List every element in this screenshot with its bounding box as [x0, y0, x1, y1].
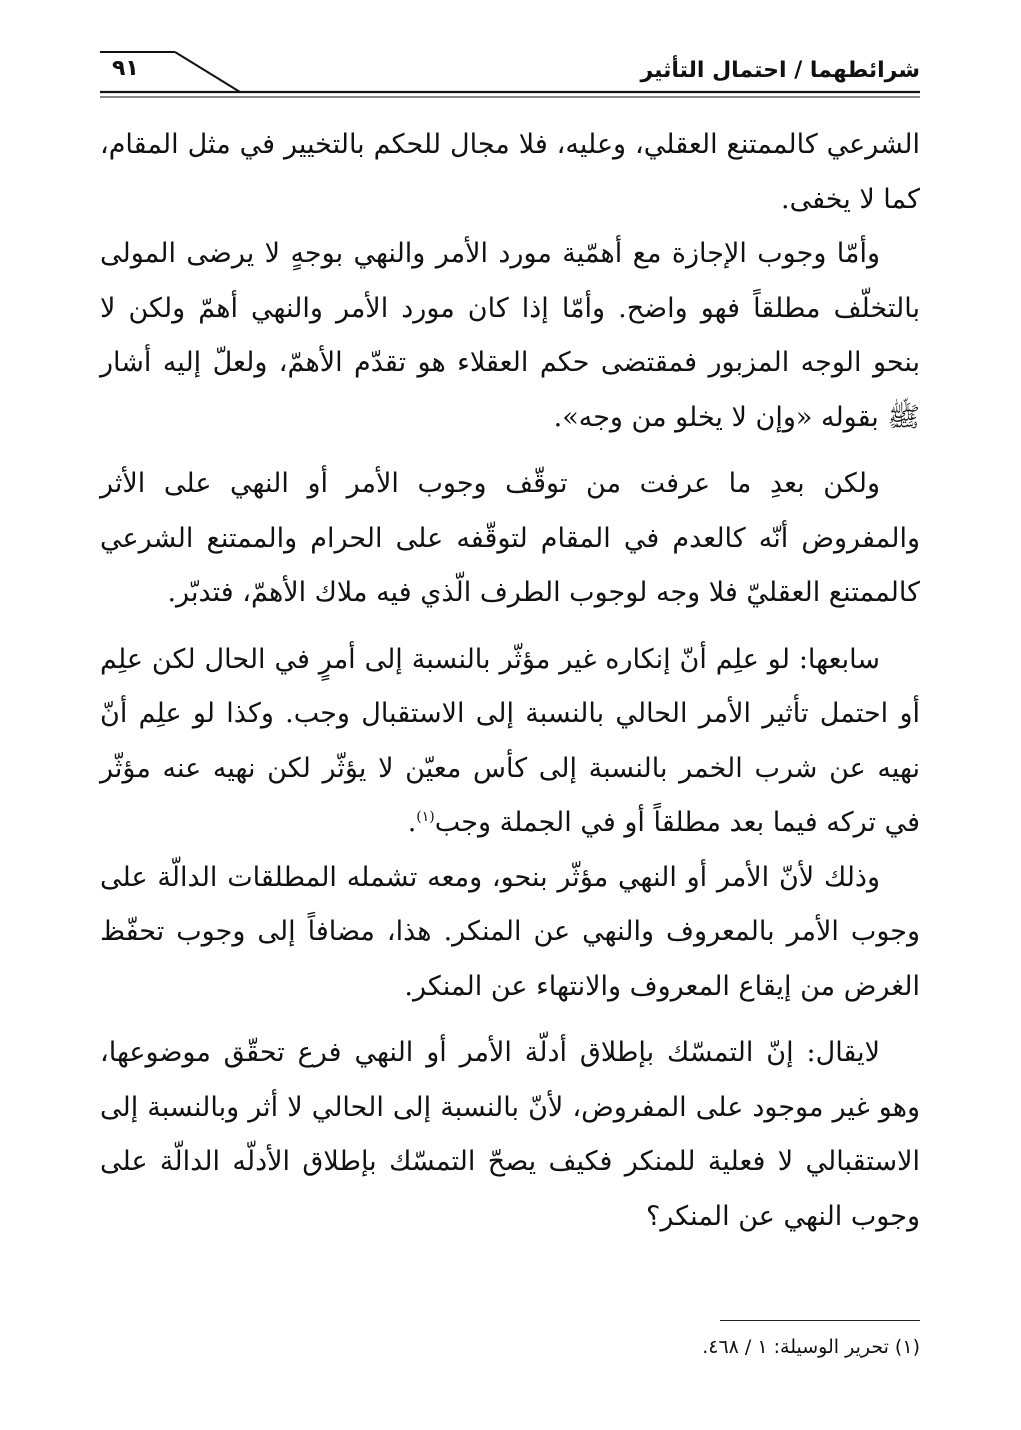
paragraph: وذلك لأنّ الأمر أو النهي مؤثّر بنحو، ومعه تشمله المطلقات الدالّة على وجوب الأمر بالمعروف والنهي عن المنكر. هذا، مضافاً إلى وجوب تحفّظ الغرض من إيقاع المعروف والانتهاء عن المنكر. [100, 861, 920, 1002]
paragraph: ولكن بعدِ ما عرفت من توقّف وجوب الأمر أو النهي على الأثر والمفروض أنّه كالعدم في المقام لتوقّفه على الحرام والممتنع الشرعي كالممتنع العقليّ فلا وجه لوجوب الطرف الّذي فيه ملاك الأهمّ، فتدبّر. [100, 468, 920, 608]
footnote-separator [720, 1320, 920, 1321]
running-title: شرائطهما / احتمال التأثير [640, 58, 920, 83]
paragraph: لايقال: إنّ التمسّك بإطلاق أدلّة الأمر أو النهي فرع تحقّق موضوعها، وهو غير موجود على المفروض، لأنّ بالنسبة إلى الحالي لا أثر وبالنسبة إلى الاستقبالي لا فعلية للمنكر فكيف يصحّ التمسّك بإطلاق الأدلّه الدالّة على وجوب النهي عن المنكر؟ [100, 1037, 920, 1232]
body-text [100, 118, 920, 1244]
footnote-reference: (١) [416, 809, 435, 825]
paragraph: وأمّا وجوب الإجازة مع أهمّية مورد الأمر والنهي بوجهٍ لا يرضى المولى بالتخلّف مطلقاً فهو واضح. وأمّا إذا كان مورد الأمر والنهي أهمّ ولكن لا بنحو الوجه المزبور فمقتضى حكم العقلاء هو تقدّم الأهمّ، ولعلّ إليه أشار ﷺ بقوله «وإن لا يخلو من وجه». [100, 238, 920, 433]
footnote: (١) تحرير الوسيلة: ١ / ٤٦٨. [702, 1336, 920, 1358]
paragraph-text: سابعها: لو علِم أنّ إنكاره غير مؤثّر بالنسبة إلى أمرٍ في الحال لكن علِم أو احتمل تأثير الأمر الحالي بالنسبة إلى الاستقبال وجب. وكذا لو علِم أنّ نهيه عن شرب الخمر بالنسبة إلى كأس معيّن لا يؤثّر لكن نهيه عنه مؤثّر في تركه فيما بعد مطلقاً أو في الجملة وجب [100, 643, 920, 838]
page-header [100, 40, 920, 100]
page-number: ٩١ [112, 56, 139, 81]
paragraph-end-punct: . [407, 807, 417, 838]
paragraph [100, 633, 920, 851]
paragraph: الشرعي كالممتنع العقلي، وعليه، فلا مجال للحكم بالتخيير في مثل المقام، كما لا يخفى. [100, 129, 920, 215]
